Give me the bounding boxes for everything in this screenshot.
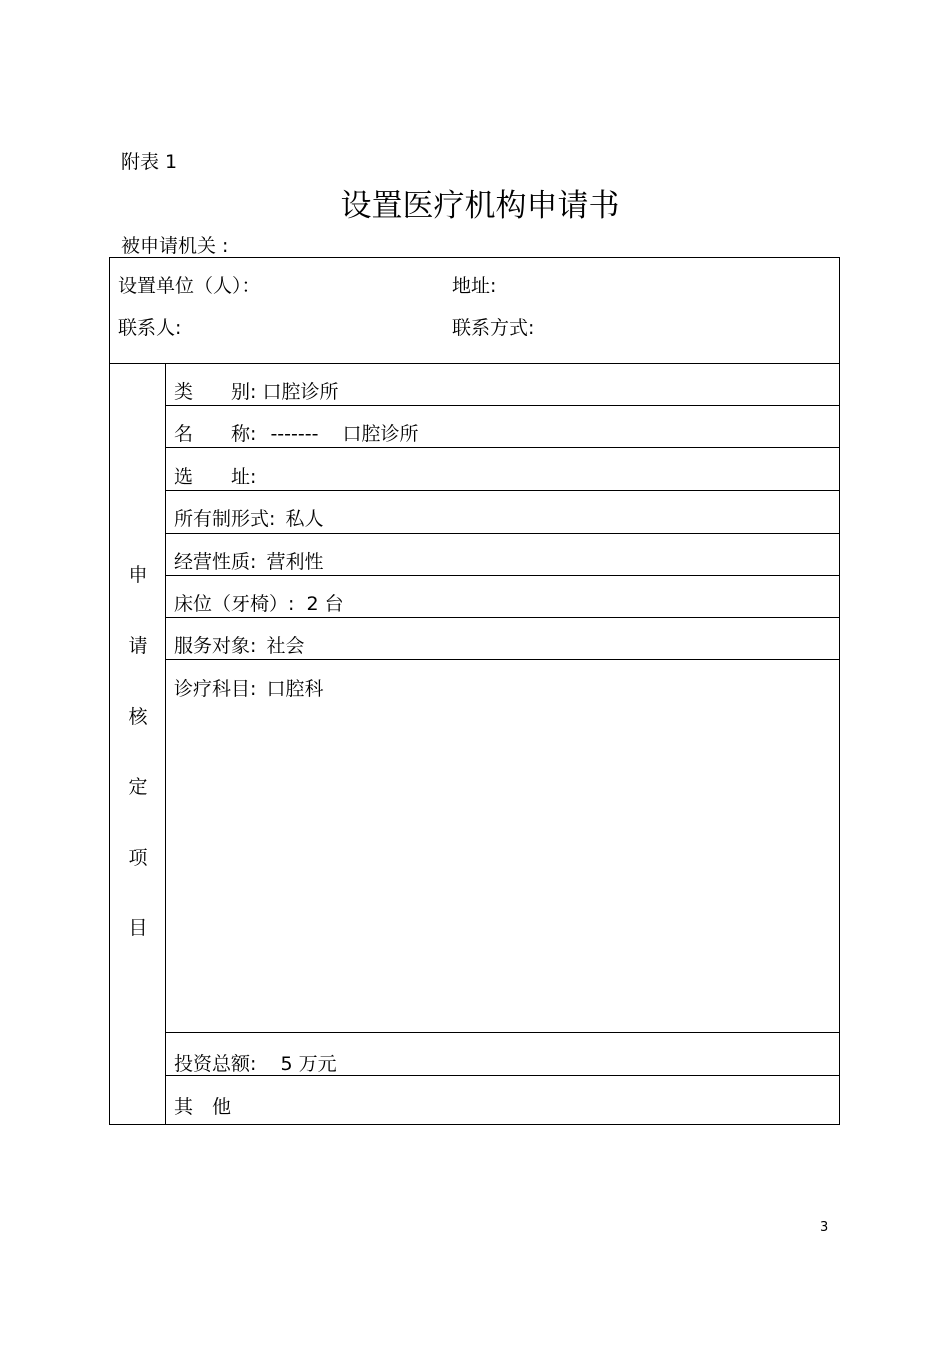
- row-divider: [166, 405, 840, 406]
- investment-row: [174, 1049, 337, 1076]
- name-label: 名 称:: [174, 423, 257, 445]
- row-divider: [166, 659, 840, 660]
- row-divider: [166, 490, 840, 491]
- beds-label: 床位（牙椅）:: [174, 593, 295, 615]
- departments-row: [174, 674, 323, 701]
- departments-label: 诊疗科目:: [174, 678, 257, 700]
- name-value: 口腔诊所: [342, 423, 419, 445]
- category-label: 类 别:: [174, 381, 257, 403]
- investment-label: 投资总额:: [174, 1053, 257, 1075]
- service-target-label: 服务对象:: [174, 635, 257, 657]
- side-heading-char: 核: [128, 706, 148, 728]
- row-divider: [166, 1032, 840, 1033]
- beds-value: 2 台: [306, 593, 344, 615]
- applicant-divider: [109, 363, 840, 364]
- ownership-value: 私人: [285, 508, 324, 530]
- unit-label: 设置单位（人）：: [118, 275, 261, 297]
- side-heading-char: 定: [128, 776, 148, 798]
- ownership-row: [174, 504, 323, 531]
- nature-row: [174, 547, 323, 574]
- row-divider: [166, 575, 840, 576]
- name-placeholder: -------: [270, 423, 319, 445]
- authority-line: [121, 231, 334, 258]
- row-divider: [166, 617, 840, 618]
- name-row: [174, 419, 419, 446]
- row-divider: [166, 533, 840, 534]
- attachment-label: 附表 1: [121, 151, 178, 173]
- page-number: 3: [820, 1220, 829, 1235]
- address-label: 地址:: [452, 275, 497, 297]
- site-label: 选 址:: [174, 466, 257, 488]
- row-divider: [166, 447, 840, 448]
- investment-value: 5 万元: [280, 1053, 337, 1075]
- side-heading-char: 项: [128, 847, 148, 869]
- page-title: 设置医疗机构申请书: [340, 188, 620, 224]
- authority-blank: [230, 239, 334, 258]
- ownership-label: 所有制形式:: [174, 508, 276, 530]
- authority-label: 被申请机关 :: [121, 235, 229, 257]
- category-value: 口腔诊所: [262, 381, 339, 403]
- departments-value: 口腔科: [266, 678, 324, 700]
- nature-label: 经营性质:: [174, 551, 257, 573]
- contact-method-label: 联系方式:: [452, 317, 535, 339]
- service-target-value: 社会: [266, 635, 305, 657]
- site-row: [174, 462, 256, 489]
- other-row: [174, 1092, 231, 1119]
- nature-value: 营利性: [266, 551, 324, 573]
- side-heading-char: 申: [128, 564, 148, 586]
- side-column-divider: [165, 363, 166, 1125]
- side-heading-char: 目: [128, 917, 148, 939]
- category-row: [174, 377, 338, 404]
- contact-label: 联系人:: [118, 317, 182, 339]
- side-heading-char: 请: [128, 635, 148, 657]
- beds-row: [174, 589, 344, 616]
- other-label: 其 他: [174, 1096, 232, 1118]
- service-target-row: [174, 631, 304, 658]
